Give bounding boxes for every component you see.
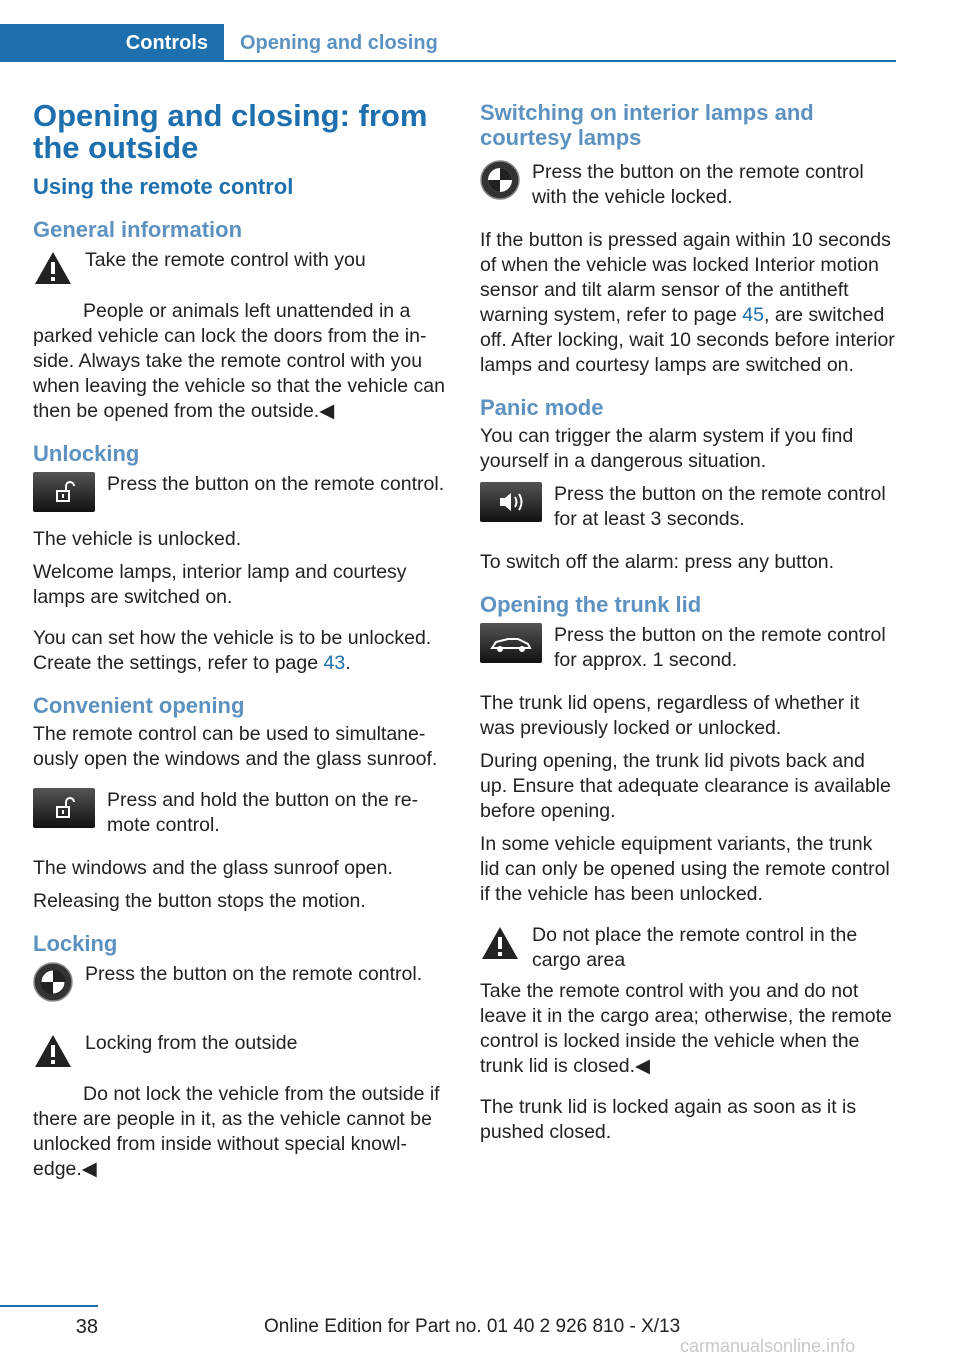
interior-instruction-text: Press the button on the remote control with the vehicle locked. <box>532 161 864 208</box>
heading-unlocking: Unlocking <box>33 441 140 466</box>
panic-speaker-icon <box>480 482 542 529</box>
page-number: 38 <box>75 1316 98 1338</box>
page-link-43[interactable]: 43 <box>323 652 346 674</box>
warning-triangle-icon <box>33 250 73 293</box>
panic-p1: You can trigger the alarm system if you find yourself in a dangerous situation. <box>480 425 854 472</box>
header-rule <box>224 60 896 62</box>
unlocking-p3: You can set how the vehicle is to be unlocked. Create the settings, refer to page 43. <box>33 627 432 674</box>
warning-title: Do not place the remote control in the cargo area <box>532 924 858 971</box>
heading-trunk-lid: Opening the trunk lid <box>480 592 702 617</box>
heading-locking: Locking <box>33 931 118 956</box>
unlocking-p1: The vehicle is unlocked. <box>33 528 242 550</box>
lock-instruction <box>33 962 449 1009</box>
trunk-instruction <box>480 623 896 673</box>
interior-instruction <box>480 160 896 210</box>
convenient-p2: The windows and the glass sunroof open. <box>33 857 393 879</box>
trunk-p3: In some vehicle equipment variants, the trunk lid can only be opened using the remote control if the vehicle has been unlocked. <box>480 833 890 905</box>
interior-p1: If the button is pressed again within 10 seconds of when the vehicle was locked Interior motion sensor and tilt alarm sensor of the antitheft warning system, refer to page 45, are switched off. After locking, wait 10 seconds before interior lamps and courtesy lamps are switched on. <box>480 229 895 376</box>
panic-p2: To switch off the alarm: press any button. <box>480 551 835 573</box>
unlock-instruction <box>33 472 449 519</box>
right-column <box>480 100 896 1153</box>
warning-body: People or animals left unattended in a parked vehicle can lock the doors from the inside. Always take the remote control with you when leaving the vehicle so that the vehicle can then be opened from the outside.◀ <box>33 300 445 422</box>
trunk-p1: The trunk lid opens, regardless of whether it was previously locked or unlocked. <box>480 692 860 739</box>
warning-title: Take the remote control with you <box>85 249 366 271</box>
lock-instruction-text: Press the button on the remote control. <box>85 963 423 985</box>
panic-instruction <box>480 482 896 532</box>
convenient-instruction <box>33 788 449 838</box>
heading-general-information: General information <box>33 217 243 242</box>
warning-triangle-icon <box>480 925 520 968</box>
heading-convenient-opening: Convenient opening <box>33 693 245 718</box>
panic-instruction-text: Press the button on the remote control for at least 3 seconds. <box>554 483 886 530</box>
heading-interior-lamps: Switching on interior lamps and courtesy lamps <box>480 100 814 150</box>
convenient-p3: Releasing the button stops the motion. <box>33 890 366 912</box>
warning-triangle-icon <box>33 1033 73 1076</box>
warning-block-general <box>33 248 449 424</box>
warning-body: Do not lock the vehicle from the outside if there are people in it, as the vehicle cannot be unlocked from inside without special knowledge.◀ <box>33 1083 440 1180</box>
trunk-p2: During opening, the trunk lid pivots back and up. Ensure that adequate clearance is available before opening. <box>480 750 891 822</box>
footer-rule <box>0 1305 98 1307</box>
left-column <box>33 100 449 1190</box>
trunk-p4: The trunk lid is locked again as soon as it is pushed closed. <box>480 1096 857 1143</box>
convenient-p1: The remote control can be used to simultaneously open the windows and the glass sunroof. <box>33 723 438 770</box>
unlocking-p2: Welcome lamps, interior lamp and courtesy lamps are switched on. <box>33 561 407 608</box>
unlock-button-icon <box>33 788 95 835</box>
section-subtitle: Using the remote control <box>33 174 294 199</box>
heading-panic-mode: Panic mode <box>480 395 604 420</box>
warning-title: Locking from the outside <box>85 1032 298 1054</box>
bmw-logo-icon <box>480 160 520 207</box>
warning-block-locking <box>33 1031 449 1182</box>
trunk-instruction-text: Press the button on the remote control for approx. 1 second. <box>554 624 886 671</box>
unlock-button-icon <box>33 472 95 519</box>
trunk-car-icon <box>480 623 542 670</box>
header-tab-opening-closing[interactable]: Opening and closing <box>240 32 438 54</box>
warning-block-trunk <box>480 923 896 1079</box>
unlock-instruction-text: Press the button on the remote control. <box>107 473 445 495</box>
page-title: Opening and closing: from the outside <box>33 98 428 165</box>
bmw-logo-icon <box>33 962 73 1009</box>
header-tab-controls[interactable]: Controls <box>125 32 208 54</box>
convenient-instruction-text: Press and hold the button on the remote control. <box>107 789 419 836</box>
watermark: carmanualsonline.info <box>680 1336 856 1356</box>
edition-text: Online Edition for Part no. 01 40 2 926 810 - X/13 <box>264 1316 681 1337</box>
warning-body: Take the remote control with you and do not leave it in the cargo area; otherwise, the remote control is locked inside the vehicle when the trunk lid is closed.◀ <box>480 980 892 1077</box>
page-link-45[interactable]: 45 <box>742 304 764 326</box>
